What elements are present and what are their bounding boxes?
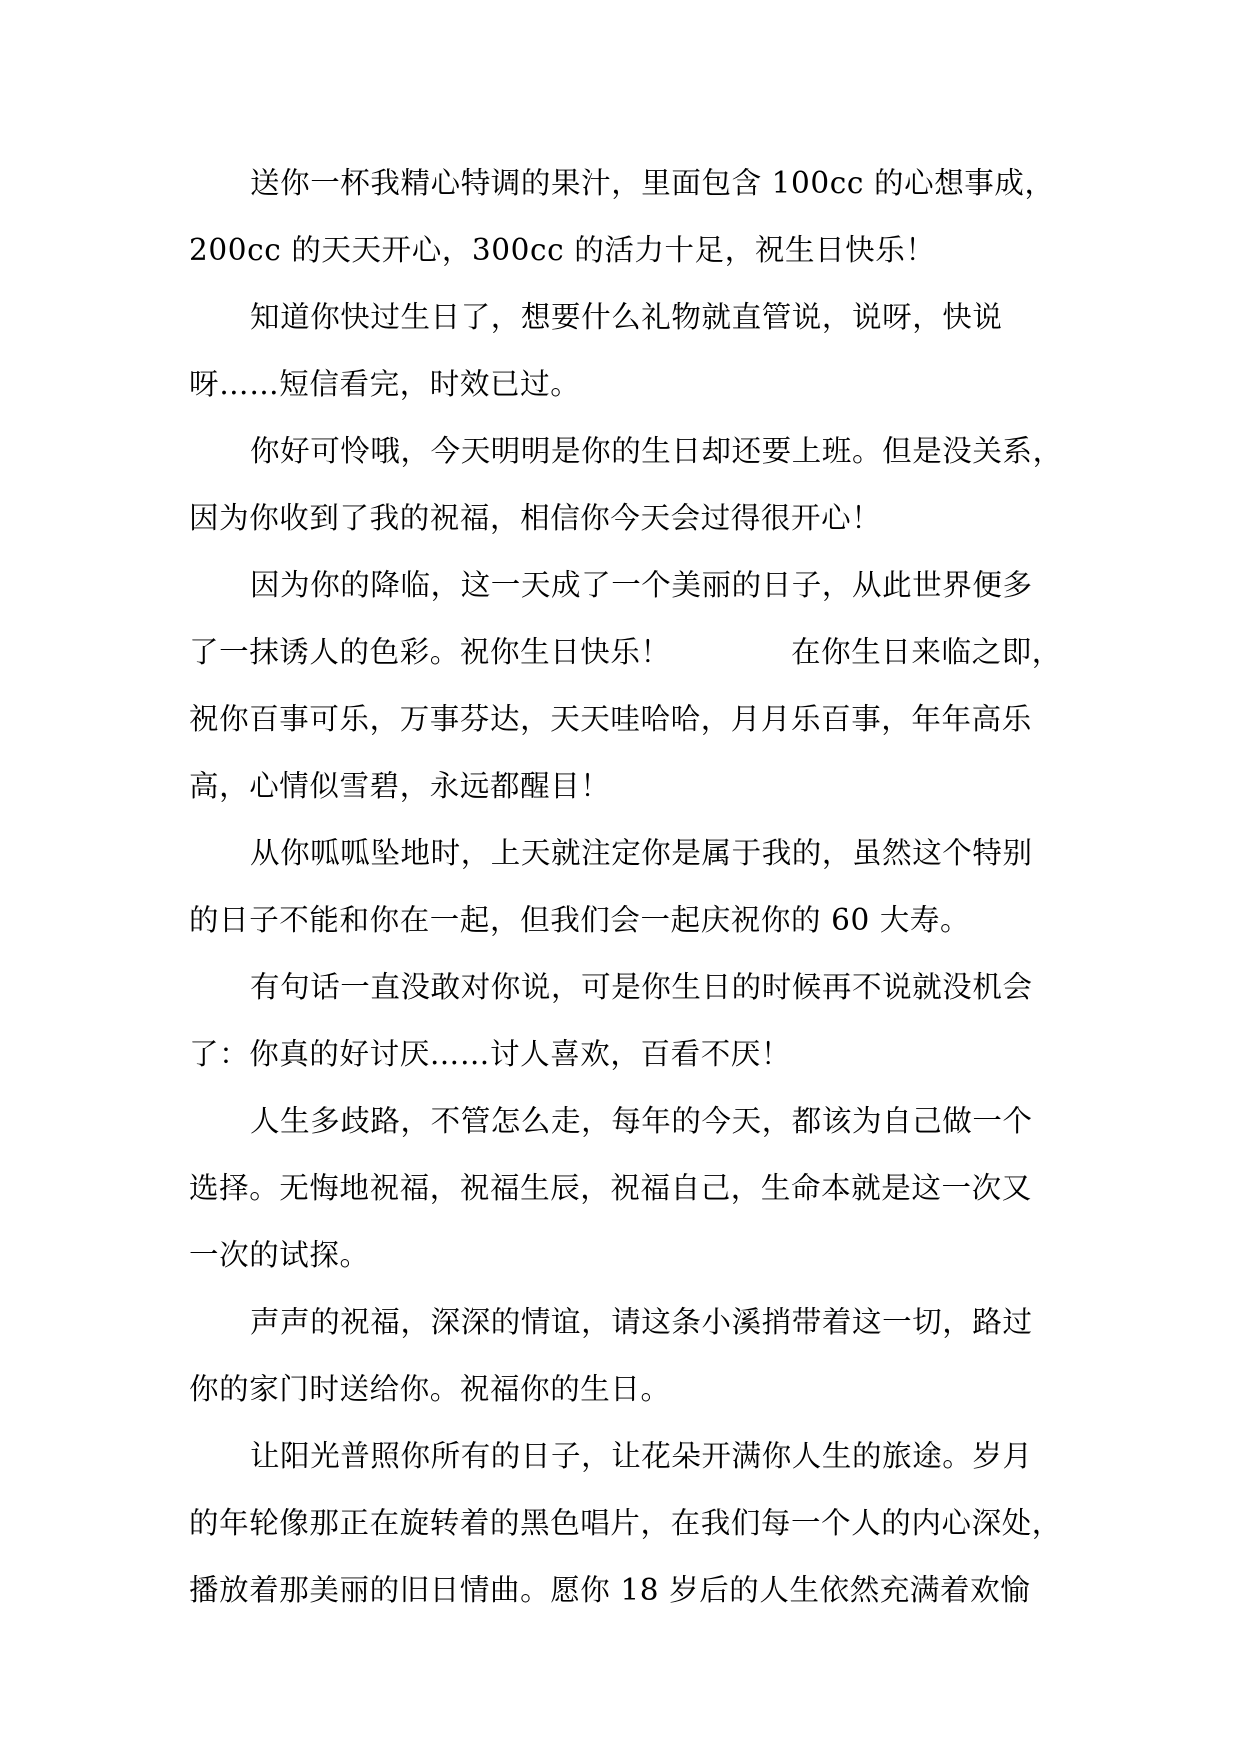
text-line: 选择。无悔地祝福，祝福生辰，祝福自己，生命本就是这一次又 bbox=[189, 1171, 1032, 1205]
text-line: 高，心情似雪碧，永远都醒目！ bbox=[189, 769, 611, 803]
document-page bbox=[189, 150, 1063, 1624]
text-line: 人生多歧路，不管怎么走，每年的今天，都该为自己做一个 bbox=[250, 1104, 1033, 1138]
paragraph-2 bbox=[189, 284, 1059, 418]
text-line: 因为你的降临，这一天成了一个美丽的日子，从此世界便多 bbox=[250, 568, 1033, 602]
paragraph-1 bbox=[189, 150, 1059, 284]
paragraph-5 bbox=[189, 820, 1059, 954]
text-line: 因为你收到了我的祝福，相信你今天会过得很开心！ bbox=[189, 501, 882, 535]
text-line: 有句话一直没敢对你说，可是你生日的时候再不说就没机会 bbox=[250, 970, 1033, 1004]
paragraph-4 bbox=[189, 552, 1062, 820]
paragraph-6 bbox=[189, 954, 1059, 1088]
text-line: 的日子不能和你在一起，但我们会一起庆祝你的 60 大寿。 bbox=[189, 903, 971, 937]
text-line: 播放着那美丽的旧日情曲。愿你 18 岁后的人生依然充满着欢愉 bbox=[189, 1573, 1031, 1607]
text-line: 你好可怜哦，今天明明是你的生日却还要上班。但是没关系， bbox=[250, 434, 1063, 468]
text-line: 知道你快过生日了，想要什么礼物就直管说，说呀，快说 bbox=[250, 300, 1003, 334]
text-line: 你的家门时送给你。祝福你的生日。 bbox=[189, 1372, 671, 1406]
text-line: 声声的祝福，深深的情谊，请这条小溪捎带着这一切，路过 bbox=[250, 1305, 1033, 1339]
paragraph-3 bbox=[189, 418, 1063, 552]
text-line: 一次的试探。 bbox=[189, 1238, 370, 1272]
text-line: 呀……短信看完，时效已过。 bbox=[189, 367, 581, 401]
text-line: 送你一杯我精心特调的果汁，里面包含 100cc 的心想事成， bbox=[250, 166, 1055, 200]
text-line: 祝你百事可乐，万事芬达，天天哇哈哈，月月乐百事，年年高乐 bbox=[189, 702, 1032, 736]
paragraph-7 bbox=[189, 1088, 1059, 1289]
text-line: 的年轮像那正在旋转着的黑色唱片，在我们每一个人的内心深处， bbox=[189, 1506, 1062, 1540]
text-line: 从你呱呱坠地时，上天就注定你是属于我的，虽然这个特别 bbox=[250, 836, 1033, 870]
paragraph-8 bbox=[189, 1289, 1059, 1423]
text-line: 200cc 的天天开心，300cc 的活力十足，祝生日快乐！ bbox=[189, 233, 936, 267]
text-line: 了：你真的好讨厌……讨人喜欢，百看不厌！ bbox=[189, 1037, 792, 1071]
text-line: 让阳光普照你所有的日子，让花朵开满你人生的旅途。岁月 bbox=[250, 1439, 1033, 1473]
paragraph-9 bbox=[189, 1423, 1062, 1624]
text-line: 了一抹诱人的色彩。祝你生日快乐！ 在你生日来临之即， bbox=[189, 635, 1062, 669]
